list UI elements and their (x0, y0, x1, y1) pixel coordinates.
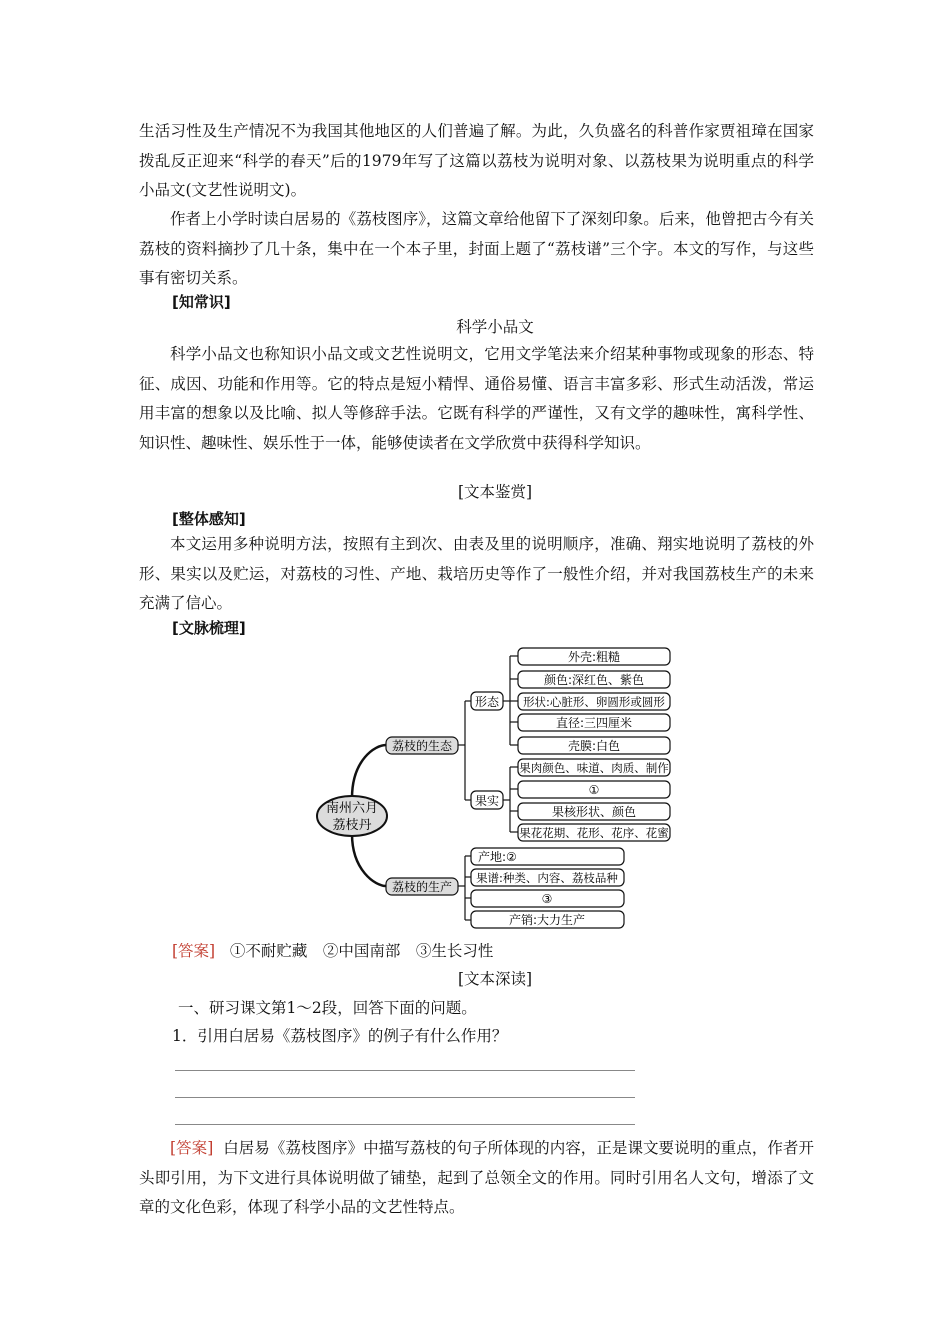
appreciation-heading: [文本鉴赏] (457, 483, 533, 501)
deep-heading: [文本深读] (457, 970, 533, 988)
knowledge-body: 科学小品文也称知识小品文或文艺性说明文，它用文学笔法来介绍某种事物或现象的形态、特征、成因、功能和作用等。它的特点是短小精悍、通俗易懂、语言丰富多彩、形式生动活泼，常运用丰富的想象以及比喻、拟人等修辞手法。它既有科学的严谨性，又有文学的趣味性，寓科学性、知识性、趣味性、娱乐性于一体，能够使读者在文学欣赏中获得科学知识。 (139, 345, 814, 452)
form-item-membrane: 壳膜:白色 (567, 739, 621, 753)
answer-1 (172, 938, 493, 964)
fruit-item-pit: 果核形状、颜色 (551, 805, 637, 819)
form-item-color: 颜色:深红色、紫色 (543, 673, 645, 687)
intro-paragraph-2: 作者上小学时读白居易的《荔枝图序》，这篇文章给他留下了深刻印象。后来，他曾把古今有关荔枝的资料摘抄了几十条，集中在一个本子里，封面上题了“荔枝谱”三个字。本文的写作，与这些事有密切关系。 (139, 210, 814, 287)
branch-production-label: 荔枝的生产 (391, 880, 453, 894)
prod-item-sales: 产销:大力生产 (508, 913, 586, 927)
answer-rule-2 (175, 1097, 635, 1098)
fruit-items (518, 759, 670, 841)
deep-answer-1 (139, 1134, 814, 1223)
deep-answer-label: [答案] (170, 1139, 214, 1157)
overall-body: 本文运用多种说明方法，按照有主到次、由表及里的说明顺序，准确、翔实地说明了荔枝的外形、果实以及贮运，对荔枝的习性、产地、栽培历史等作了一般性介绍，并对我国荔枝生产的未来充满了信心。 (139, 535, 814, 612)
fruit-item-flesh: 果肉颜色、味道、肉质、制作 (519, 761, 669, 775)
answer-rule-3 (175, 1124, 635, 1125)
answer-1-text: ①不耐贮藏 ②中国南部 ③生长习性 (229, 942, 494, 960)
intro-paragraph-1: 生活习性及生产情况不为我国其他地区的人们普遍了解。为此，久负盛名的科普作家贾祖璋在国家拨乱反正迎来“科学的春天”后的1979年写了这篇以荔枝为说明对象、以荔枝果为说明重点的科学小品文(文艺性说明文)。 (139, 122, 814, 199)
center-node-line1: 南州六月 (325, 801, 379, 816)
production-items (471, 848, 624, 928)
knowledge-tag: [知常识] (172, 293, 231, 311)
prod-item-blank-3: ③ (541, 892, 553, 906)
form-item-diameter: 直径:三四厘米 (555, 716, 633, 730)
center-node (317, 796, 387, 836)
knowledge-title: 科学小品文 (456, 318, 534, 336)
fruit-item-flower: 果花花期、花形、花序、花蜜 (519, 826, 669, 840)
sub-form-label: 形态 (474, 695, 500, 709)
fruit-item-blank-1: ① (588, 783, 600, 797)
deep-answer-text: 白居易《荔枝图序》中描写荔枝的句子所体现的内容，正是课文要说明的重点，作者开头即引用，为下文进行具体说明做了铺垫，起到了总领全文的作用。同时引用名人文句，增添了文章的文化色彩，体现了科学小品的文艺性特点。 (139, 1139, 814, 1216)
deep-question-1: 1．引用白居易《荔枝图序》的例子有什么作用？ (172, 1027, 508, 1045)
center-node-line2: 荔枝丹 (332, 818, 372, 833)
overall-tag: [整体感知] (172, 510, 246, 528)
deep-section: 一、研习课文第1～2段，回答下面的问题。 (178, 999, 477, 1017)
sub-fruit-label: 果实 (474, 794, 500, 808)
answer-rule-1 (175, 1070, 635, 1071)
form-item-shell: 外壳:粗糙 (567, 650, 621, 664)
branch-ecology-label: 荔枝的生态 (391, 739, 453, 753)
form-item-shape: 形状:心脏形、卵圆形或圆形 (523, 695, 665, 709)
prod-item-records: 果谱:种类、内容、荔枝品种 (476, 871, 618, 885)
structure-tag: [文脉梳理] (172, 619, 246, 637)
answer-1-label: [答案] (172, 942, 216, 960)
form-items (518, 648, 670, 754)
prod-item-origin: 产地:② (478, 850, 517, 864)
